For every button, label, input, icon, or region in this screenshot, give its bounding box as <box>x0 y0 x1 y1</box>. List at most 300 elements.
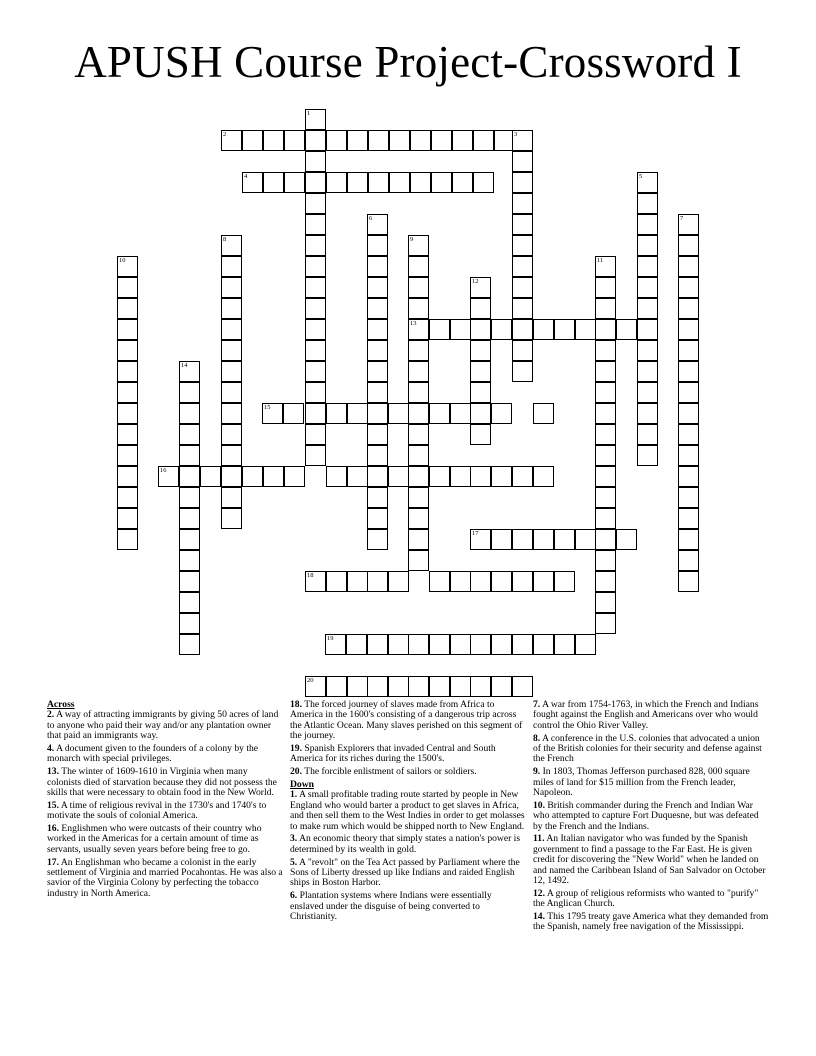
crossword-cell[interactable] <box>408 550 429 571</box>
crossword-cell[interactable] <box>326 571 347 592</box>
crossword-cell[interactable] <box>512 571 533 592</box>
cell-number: 16 <box>160 467 167 474</box>
crossword-cell[interactable] <box>346 634 367 655</box>
crossword-cell[interactable] <box>431 130 452 151</box>
crossword-cell[interactable] <box>367 508 388 529</box>
crossword-cell[interactable] <box>637 382 658 403</box>
crossword-cell[interactable] <box>388 403 409 424</box>
crossword-cell[interactable] <box>595 298 616 319</box>
clue-across-19: 19. Spanish Explorers that invaded Central and South America for its riches during the 1500's. <box>290 743 496 765</box>
crossword-cell[interactable] <box>450 571 471 592</box>
crossword-cell[interactable] <box>678 256 699 277</box>
cell-number: 6 <box>369 215 373 222</box>
crossword-cell[interactable] <box>429 571 450 592</box>
crossword-cell[interactable] <box>408 403 429 424</box>
crossword-cell[interactable] <box>179 529 200 550</box>
crossword-cell[interactable] <box>305 298 326 319</box>
crossword-cell[interactable] <box>678 403 699 424</box>
crossword-cell-18[interactable] <box>305 571 326 592</box>
crossword-cell[interactable] <box>408 487 429 508</box>
crossword-cell[interactable] <box>221 508 242 529</box>
crossword-cell[interactable] <box>221 256 242 277</box>
cell-number: 7 <box>680 215 684 222</box>
crossword-cell[interactable] <box>450 634 471 655</box>
crossword-cell[interactable] <box>491 529 512 550</box>
crossword-cell-6[interactable] <box>367 214 388 235</box>
crossword-cell[interactable] <box>470 340 491 361</box>
crossword-cell[interactable] <box>284 172 305 193</box>
crossword-cell[interactable] <box>179 382 200 403</box>
crossword-cell[interactable] <box>305 382 326 403</box>
crossword-cell[interactable] <box>389 172 410 193</box>
crossword-cell[interactable] <box>326 403 347 424</box>
crossword-cell[interactable] <box>637 235 658 256</box>
crossword-cell[interactable] <box>595 592 616 613</box>
crossword-cell[interactable] <box>533 571 554 592</box>
crossword-cell[interactable] <box>117 466 138 487</box>
crossword-cell[interactable] <box>326 130 347 151</box>
crossword-cell[interactable] <box>678 571 699 592</box>
crossword-cell[interactable] <box>367 340 388 361</box>
crossword-cell[interactable] <box>512 277 533 298</box>
crossword-cell[interactable] <box>347 571 368 592</box>
crossword-cell[interactable] <box>408 256 429 277</box>
crossword-cell[interactable] <box>470 382 491 403</box>
crossword-cell[interactable] <box>305 130 326 151</box>
cell-number: 8 <box>223 236 227 243</box>
crossword-cell[interactable] <box>305 424 326 445</box>
crossword-cell[interactable] <box>305 172 326 193</box>
crossword-cell[interactable] <box>367 382 388 403</box>
crossword-cell[interactable] <box>388 571 409 592</box>
crossword-cell[interactable] <box>367 277 388 298</box>
crossword-cell[interactable] <box>678 277 699 298</box>
crossword-cell[interactable] <box>470 319 491 340</box>
crossword-cell[interactable] <box>678 382 699 403</box>
crossword-cell[interactable] <box>347 172 368 193</box>
crossword-cell[interactable] <box>678 487 699 508</box>
crossword-cell[interactable] <box>678 298 699 319</box>
crossword-cell[interactable] <box>595 382 616 403</box>
crossword-cell[interactable] <box>221 340 242 361</box>
crossword-cell[interactable] <box>450 319 471 340</box>
crossword-cell[interactable] <box>388 634 409 655</box>
crossword-cell[interactable] <box>305 277 326 298</box>
down-heading: Down <box>290 779 314 791</box>
crossword-cell[interactable] <box>491 634 512 655</box>
crossword-cell[interactable] <box>367 676 388 697</box>
clue-down-9: 9. In 1803, Thomas Jefferson purchased 828, 000 square miles of land for $15 million from the French leader, Napoleon. <box>533 766 750 799</box>
crossword-cell[interactable] <box>512 235 533 256</box>
crossword-cell[interactable] <box>678 424 699 445</box>
crossword-cell[interactable] <box>326 466 347 487</box>
crossword-cell[interactable] <box>179 466 200 487</box>
clue-down-14: 14. This 1795 treaty gave America what they demanded from the Spanish, namely free navigation of the Mississippi. <box>533 911 769 933</box>
crossword-cell[interactable] <box>221 298 242 319</box>
crossword-cell[interactable] <box>221 319 242 340</box>
crossword-cell[interactable] <box>533 634 554 655</box>
crossword-cell[interactable] <box>367 403 388 424</box>
crossword-cell-17[interactable] <box>470 529 491 550</box>
crossword-cell[interactable] <box>305 193 326 214</box>
crossword-cell[interactable] <box>491 571 512 592</box>
crossword-cell[interactable] <box>408 676 429 697</box>
crossword-cell[interactable] <box>637 256 658 277</box>
crossword-cell[interactable] <box>263 130 284 151</box>
crossword-cell[interactable] <box>117 340 138 361</box>
clue-across-18: 18. The forced journey of slaves made from Africa to America in the 1600's consisting of a dangerous trip across the Atlantic Ocean. Many slaves perished on this segment of the journey. <box>290 699 523 742</box>
crossword-cell[interactable] <box>117 508 138 529</box>
crossword-cell[interactable] <box>221 382 242 403</box>
crossword-cell[interactable] <box>554 529 575 550</box>
crossword-cell[interactable] <box>637 193 658 214</box>
crossword-cell[interactable] <box>347 676 368 697</box>
page-title: APUSH Course Project-Crossword I <box>74 37 742 87</box>
crossword-cell[interactable] <box>326 676 347 697</box>
crossword-cell[interactable] <box>179 571 200 592</box>
crossword-cell[interactable] <box>117 424 138 445</box>
cell-number: 15 <box>264 404 271 411</box>
crossword-cell[interactable] <box>283 403 304 424</box>
crossword-cell[interactable] <box>221 403 242 424</box>
cell-number: 19 <box>327 635 334 642</box>
crossword-cell[interactable] <box>678 529 699 550</box>
crossword-cell[interactable] <box>367 361 388 382</box>
crossword-cell[interactable] <box>367 487 388 508</box>
crossword-cell[interactable] <box>512 298 533 319</box>
crossword-cell[interactable] <box>221 466 242 487</box>
crossword-cell[interactable] <box>117 361 138 382</box>
crossword-cell-13[interactable] <box>408 319 429 340</box>
crossword-cell[interactable] <box>491 403 512 424</box>
crossword-cell[interactable] <box>221 445 242 466</box>
crossword-cell[interactable] <box>368 172 389 193</box>
crossword-cell[interactable] <box>429 634 450 655</box>
crossword-cell[interactable] <box>616 319 637 340</box>
crossword-cell[interactable] <box>470 466 491 487</box>
clues-column-1 <box>47 700 283 902</box>
crossword-cell[interactable] <box>221 487 242 508</box>
cell-number: 9 <box>410 236 414 243</box>
cell-number: 14 <box>181 362 188 369</box>
crossword-cell[interactable] <box>554 319 575 340</box>
clue-down-7: 7. A war from 1754-1763, in which the French and Indians fought against the English and Americans over who would control the Ohio River Valley. <box>533 699 759 731</box>
clue-across-17: 17. An Englishman who became a colonist in the early settlement of Virginia and married Pocahontas. He was also a savior of the Virginia Colony by perfecting the tobacco industry in North America. <box>47 856 283 899</box>
crossword-cell[interactable] <box>512 529 533 550</box>
crossword-cell[interactable] <box>637 319 658 340</box>
crossword-cell[interactable] <box>179 550 200 571</box>
crossword-cell[interactable] <box>305 235 326 256</box>
crossword-cell[interactable] <box>678 466 699 487</box>
crossword-cell[interactable] <box>595 613 616 634</box>
crossword-cell[interactable] <box>595 424 616 445</box>
crossword-cell[interactable] <box>117 298 138 319</box>
clue-across-13: 13. The winter of 1609-1610 in Virginia when many colonists died of starvation because they did not possess the skills that were necessary to obtain food in the New World. <box>47 766 277 799</box>
crossword-cell[interactable] <box>410 172 431 193</box>
crossword-cell[interactable] <box>117 529 138 550</box>
crossword-cell[interactable] <box>242 130 263 151</box>
crossword-cell-10[interactable] <box>117 256 138 277</box>
crossword-cell[interactable] <box>637 403 658 424</box>
crossword-cell[interactable] <box>595 340 616 361</box>
crossword-cell[interactable] <box>367 466 388 487</box>
clues-column-2 <box>290 700 526 925</box>
clue-down-11: 11. An Italian navigator who was funded by the Spanish government to find a passage to the Far East. He is given credit for discovering the "New World" when he landed on and named the Caribbean Island of San Salvador on October 12, 1492. <box>533 833 766 887</box>
crossword-cell[interactable] <box>367 571 388 592</box>
crossword-cell[interactable] <box>470 571 491 592</box>
clue-across-16: 16. Englishmen who were outcasts of their country who worked in the Americas for a certain amount of time as servants, usually seven years before being free to go. <box>47 823 262 855</box>
crossword-cell[interactable] <box>367 529 388 550</box>
crossword-cell[interactable] <box>512 319 533 340</box>
crossword-cell[interactable] <box>179 592 200 613</box>
crossword-cell[interactable] <box>429 403 450 424</box>
crossword-cell[interactable] <box>512 172 533 193</box>
crossword-cell[interactable] <box>284 130 305 151</box>
crossword-cell[interactable] <box>512 340 533 361</box>
crossword-cell[interactable] <box>179 613 200 634</box>
crossword-cell[interactable] <box>637 298 658 319</box>
crossword-cell[interactable] <box>678 361 699 382</box>
crossword-cell[interactable] <box>575 529 596 550</box>
crossword-cell[interactable] <box>179 508 200 529</box>
crossword-cell[interactable] <box>408 340 429 361</box>
crossword-cell[interactable] <box>408 634 429 655</box>
crossword-cell[interactable] <box>117 319 138 340</box>
crossword-cell[interactable] <box>637 214 658 235</box>
crossword-cell[interactable] <box>533 403 554 424</box>
crossword-cell[interactable] <box>512 466 533 487</box>
crossword-cell[interactable] <box>554 571 575 592</box>
crossword-cell[interactable] <box>347 466 368 487</box>
crossword-cell[interactable] <box>512 214 533 235</box>
crossword-cell-19[interactable] <box>325 634 346 655</box>
crossword-cell[interactable] <box>575 319 596 340</box>
clues-column-3 <box>533 700 769 935</box>
crossword-cell[interactable] <box>305 256 326 277</box>
clue-across-20: 20. The forcible enlistment of sailors or soldiers. <box>290 766 477 778</box>
cell-number: 12 <box>472 278 479 285</box>
crossword-cell-4[interactable] <box>242 172 263 193</box>
crossword-cell[interactable] <box>491 319 512 340</box>
crossword-cell-16[interactable] <box>158 466 179 487</box>
crossword-cell-12[interactable] <box>470 277 491 298</box>
crossword-cell[interactable] <box>595 508 616 529</box>
crossword-cell[interactable] <box>367 298 388 319</box>
crossword-cell[interactable] <box>347 403 368 424</box>
crossword-cell[interactable] <box>450 676 471 697</box>
crossword-cell[interactable] <box>491 466 512 487</box>
crossword-cell[interactable] <box>595 277 616 298</box>
crossword-cell[interactable] <box>408 529 429 550</box>
clue-down-10: 10. British commander during the French and Indian War who attempted to capture Fort Duquesne, but was defeated by the French and the Indians. <box>533 799 759 832</box>
crossword-cell[interactable] <box>450 403 471 424</box>
crossword-cell[interactable] <box>512 151 533 172</box>
crossword-cell[interactable] <box>305 340 326 361</box>
crossword-cell[interactable] <box>408 466 429 487</box>
crossword-cell[interactable] <box>452 172 473 193</box>
crossword-cell[interactable] <box>512 676 533 697</box>
crossword-cell[interactable] <box>512 256 533 277</box>
crossword-cell[interactable] <box>179 403 200 424</box>
crossword-cell[interactable] <box>408 298 429 319</box>
crossword-cell-11[interactable] <box>595 256 616 277</box>
crossword-cell[interactable] <box>429 466 450 487</box>
crossword-cell[interactable] <box>533 319 554 340</box>
crossword-cell-8[interactable] <box>221 235 242 256</box>
cell-number: 13 <box>410 320 417 327</box>
cell-number: 11 <box>597 257 604 264</box>
crossword-cell[interactable] <box>367 634 388 655</box>
crossword-cell[interactable] <box>284 466 305 487</box>
crossword-cell[interactable] <box>367 319 388 340</box>
clue-down-12: 12. A group of religious reformists who wanted to "purify" the Anglican Church. <box>533 887 759 910</box>
crossword-cell[interactable] <box>242 466 263 487</box>
crossword-cell[interactable] <box>554 634 575 655</box>
crossword-cell[interactable] <box>410 130 431 151</box>
across-heading: Across <box>47 699 75 710</box>
crossword-cell[interactable] <box>429 676 450 697</box>
crossword-cell-3[interactable] <box>512 130 533 151</box>
crossword-cell[interactable] <box>221 424 242 445</box>
crossword-cell[interactable] <box>470 676 491 697</box>
crossword-cell[interactable] <box>305 361 326 382</box>
cell-number: 1 <box>307 110 311 117</box>
crossword-cell[interactable] <box>678 508 699 529</box>
crossword-cell[interactable] <box>200 466 221 487</box>
crossword-cell[interactable] <box>473 172 494 193</box>
crossword-cell[interactable] <box>221 361 242 382</box>
crossword-cell[interactable] <box>595 319 616 340</box>
crossword-cell[interactable] <box>263 172 284 193</box>
crossword-cell[interactable] <box>408 508 429 529</box>
crossword-cell-5[interactable] <box>637 172 658 193</box>
crossword-cell[interactable] <box>452 130 473 151</box>
clue-down-1: 1. A small profitable trading route started by people in New England who would barter a product to get slaves in Africa, and then sell them to the West Indies in order to get molasses to make rum which would be shipped north to New England. <box>290 789 525 832</box>
crossword-cell-1[interactable] <box>305 109 326 130</box>
cell-number: 18 <box>307 572 314 579</box>
crossword-cell[interactable] <box>408 361 429 382</box>
crossword-cell[interactable] <box>389 130 410 151</box>
clue-down-6: 6. Plantation systems where Indians were essentially enslaved under the disguise of being converted to Christianity. <box>290 890 492 923</box>
clue-down-3: 3. An economic theory that simply states a nation's power is determined by its wealth in gold. <box>290 833 521 855</box>
crossword-cell[interactable] <box>473 130 494 151</box>
crossword-cell[interactable] <box>595 466 616 487</box>
crossword-cell[interactable] <box>637 445 658 466</box>
crossword-cell[interactable] <box>179 424 200 445</box>
crossword-cell[interactable] <box>179 487 200 508</box>
crossword-cell[interactable] <box>637 361 658 382</box>
crossword-cell[interactable] <box>305 445 326 466</box>
cell-number: 20 <box>307 677 314 684</box>
crossword-cell-9[interactable] <box>408 235 429 256</box>
crossword-cell[interactable] <box>595 487 616 508</box>
crossword-cell-7[interactable] <box>678 214 699 235</box>
cell-number: 2 <box>223 131 227 138</box>
crossword-cell[interactable] <box>305 214 326 235</box>
crossword-cell[interactable] <box>408 424 429 445</box>
crossword-cell[interactable] <box>678 445 699 466</box>
crossword-cell[interactable] <box>429 319 450 340</box>
crossword-cell[interactable] <box>179 634 200 655</box>
clue-down-8: 8. A conference in the U.S. colonies that advocated a union of the British colonies for their security and defense against the French <box>533 732 762 765</box>
crossword-cell[interactable] <box>117 403 138 424</box>
crossword-cell[interactable] <box>305 403 326 424</box>
crossword-cell[interactable] <box>595 445 616 466</box>
crossword-cell[interactable] <box>512 361 533 382</box>
crossword-cell[interactable] <box>367 235 388 256</box>
crossword-cell[interactable] <box>117 277 138 298</box>
crossword-cell[interactable] <box>117 382 138 403</box>
crossword-cell[interactable] <box>595 550 616 571</box>
crossword-cell[interactable] <box>117 487 138 508</box>
clue-across-15: 15. A time of religious revival in the 1730's and 1740's to motivate the souls of colonial America. <box>47 799 267 822</box>
cell-number: 17 <box>472 530 479 537</box>
crossword-cell[interactable] <box>263 466 284 487</box>
crossword-cell[interactable] <box>470 634 491 655</box>
crossword-cell[interactable] <box>637 424 658 445</box>
crossword-cell[interactable] <box>637 340 658 361</box>
crossword-cell[interactable] <box>678 340 699 361</box>
crossword-cell-20[interactable] <box>305 676 326 697</box>
crossword-cell[interactable] <box>408 277 429 298</box>
crossword-cell[interactable] <box>368 130 389 151</box>
crossword-cell[interactable] <box>595 403 616 424</box>
crossword-cell[interactable] <box>616 529 637 550</box>
crossword-cell[interactable] <box>637 277 658 298</box>
cell-number: 5 <box>639 173 643 180</box>
crossword-cell[interactable] <box>408 382 429 403</box>
crossword-cell[interactable] <box>408 445 429 466</box>
crossword-cell-14[interactable] <box>179 361 200 382</box>
crossword-cell[interactable] <box>326 172 347 193</box>
crossword-cell-15[interactable] <box>262 403 283 424</box>
crossword-cell[interactable] <box>431 172 452 193</box>
crossword-cell[interactable] <box>305 319 326 340</box>
crossword-cell[interactable] <box>179 445 200 466</box>
crossword-cell[interactable] <box>367 256 388 277</box>
crossword-cell[interactable] <box>678 550 699 571</box>
crossword-cell[interactable] <box>470 298 491 319</box>
crossword-cell[interactable] <box>512 193 533 214</box>
crossword-cell[interactable] <box>367 445 388 466</box>
crossword-cell[interactable] <box>595 571 616 592</box>
cell-number: 3 <box>514 131 518 138</box>
crossword-cell[interactable] <box>347 130 368 151</box>
crossword-cell[interactable] <box>678 235 699 256</box>
crossword-cell[interactable] <box>595 529 616 550</box>
crossword-cell[interactable] <box>470 424 491 445</box>
crossword-cell[interactable] <box>450 466 471 487</box>
crossword-cell[interactable] <box>470 361 491 382</box>
crossword-cell[interactable] <box>388 676 409 697</box>
crossword-cell[interactable] <box>491 676 512 697</box>
crossword-cell[interactable] <box>388 466 409 487</box>
crossword-cell[interactable] <box>305 151 326 172</box>
crossword-cell[interactable] <box>595 361 616 382</box>
crossword-cell[interactable] <box>533 466 554 487</box>
crossword-cell[interactable] <box>117 445 138 466</box>
crossword-cell[interactable] <box>470 403 491 424</box>
crossword-cell[interactable] <box>512 634 533 655</box>
crossword-cell[interactable] <box>533 529 554 550</box>
crossword-cell-2[interactable] <box>221 130 242 151</box>
crossword-cell[interactable] <box>575 634 596 655</box>
crossword-cell[interactable] <box>221 277 242 298</box>
crossword-cell[interactable] <box>678 319 699 340</box>
clue-down-5: 5. A "revolt" on the Tea Act passed by Parliament where the Sons of Liberty dressed up like Indians and raided English ships in Boston Harbor. <box>290 856 520 889</box>
crossword-cell[interactable] <box>367 424 388 445</box>
clue-across-2: 2. A way of attracting immigrants by giving 50 acres of land to anyone who paid their way and/or any plantation owner that paid an immigrants way. <box>47 709 279 742</box>
